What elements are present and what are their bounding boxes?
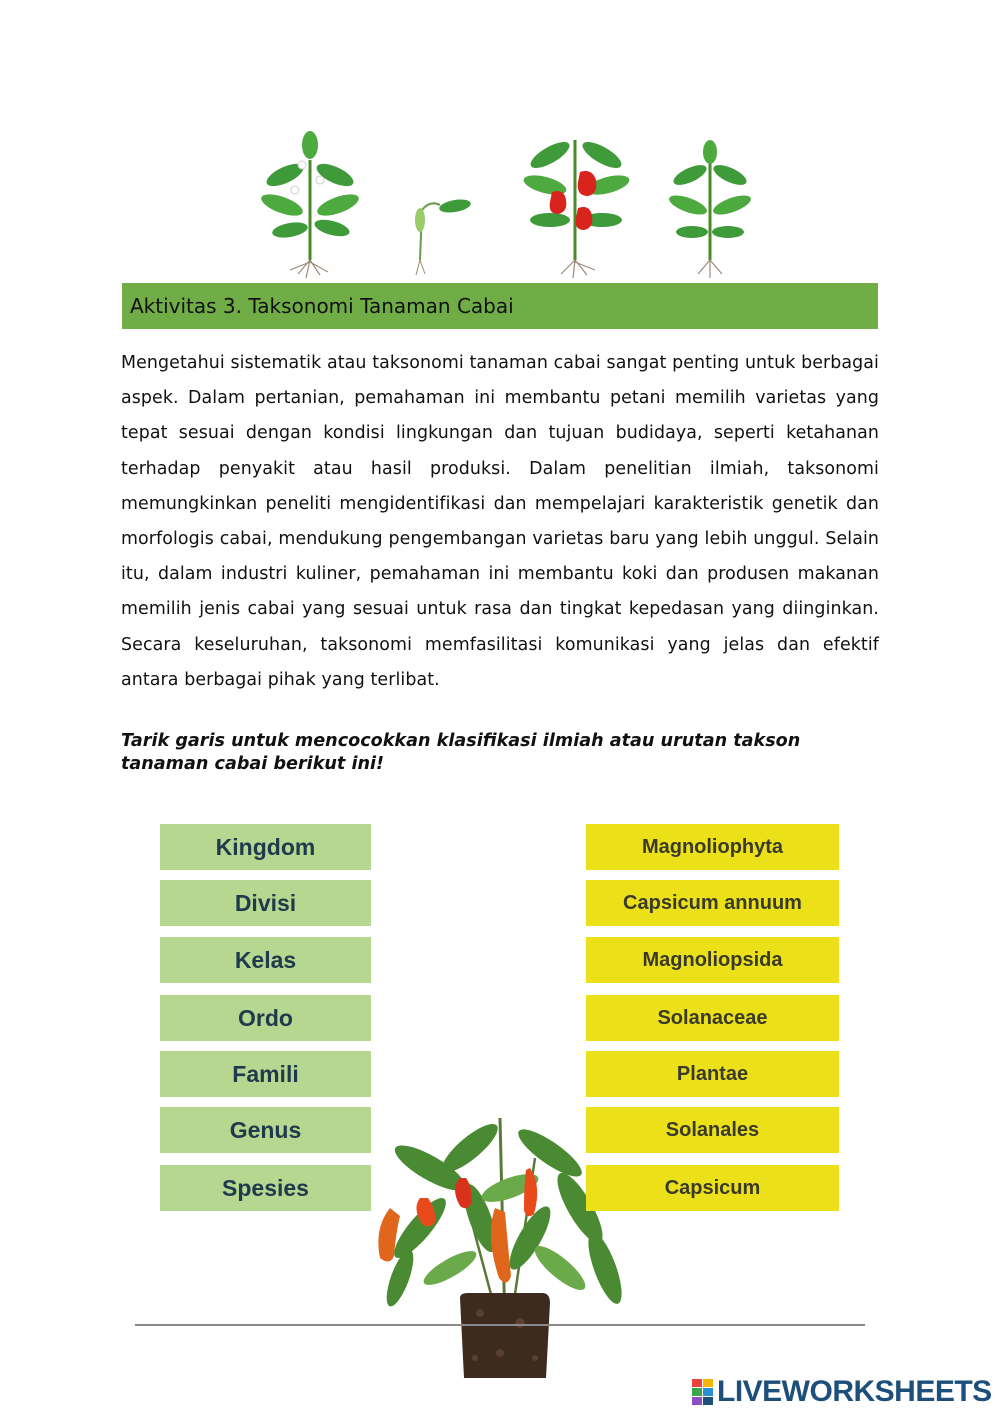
young-plant-icon xyxy=(667,140,753,278)
activity-title: Aktivitas 3. Taksonomi Tanaman Cabai xyxy=(130,294,514,318)
taxon-box-capsicum[interactable]: Capsicum xyxy=(586,1165,839,1211)
flowering-plant-icon xyxy=(259,131,362,278)
rank-box-spesies[interactable]: Spesies xyxy=(160,1165,371,1211)
rank-box-kelas[interactable]: Kelas xyxy=(160,937,371,983)
divider-line xyxy=(135,1324,865,1326)
rank-box-kingdom[interactable]: Kingdom xyxy=(160,824,371,870)
plant-growth-illustration xyxy=(240,120,760,280)
fruiting-plant-icon xyxy=(522,137,632,278)
taxon-box-magnoliopsida[interactable]: Magnoliopsida xyxy=(586,937,839,983)
logo-text: LIVEWORKSHEETS xyxy=(717,1375,992,1408)
liveworksheets-logo-icon xyxy=(692,1379,714,1405)
taxon-box-capsicum-annuum[interactable]: Capsicum annuum xyxy=(586,880,839,926)
sprout-icon xyxy=(415,197,472,275)
rank-box-divisi[interactable]: Divisi xyxy=(160,880,371,926)
rank-box-famili[interactable]: Famili xyxy=(160,1051,371,1097)
rank-box-ordo[interactable]: Ordo xyxy=(160,995,371,1041)
intro-paragraph: Mengetahui sistematik atau taksonomi tanaman cabai sangat penting untuk berbagai aspek. Dalam pertanian, pemahaman ini membantu petani memilih varietas yang tepat sesuai dengan kondisi lingkungan dan tujuan budidaya, seperti ketahanan terhadap penyakit atau hasil produksi. Dalam penelitian ilmiah, taksonomi memungkinkan peneliti mengidentifikasi dan mempelajari karakteristik genetik dan morfologis cabai, mendukung pengembangan varietas baru yang lebih unggul. Selain itu, dalam industri kuliner, pemahaman ini membantu koki dan produsen makanan memilih jenis cabai yang sesuai untuk rasa dan tingkat kepedasan yang diinginkan. Secara keseluruhan, taksonomi memfasilitasi komunikasi yang jelas dan efektif antara berbagai pihak yang terlibat. xyxy=(121,353,879,690)
taxon-box-solanales[interactable]: Solanales xyxy=(586,1107,839,1153)
taxon-box-solanaceae[interactable]: Solanaceae xyxy=(586,995,839,1041)
activity-header xyxy=(122,283,878,329)
liveworksheets-logo xyxy=(692,1374,992,1410)
taxon-box-plantae[interactable]: Plantae xyxy=(586,1051,839,1097)
taxon-box-magnoliophyta[interactable]: Magnoliophyta xyxy=(586,824,839,870)
rank-box-genus[interactable]: Genus xyxy=(160,1107,371,1153)
instruction-text: Tarik garis untuk mencocokkan klasifikasi ilmiah atau urutan takson tanaman cabai berikut ini! xyxy=(121,731,801,774)
